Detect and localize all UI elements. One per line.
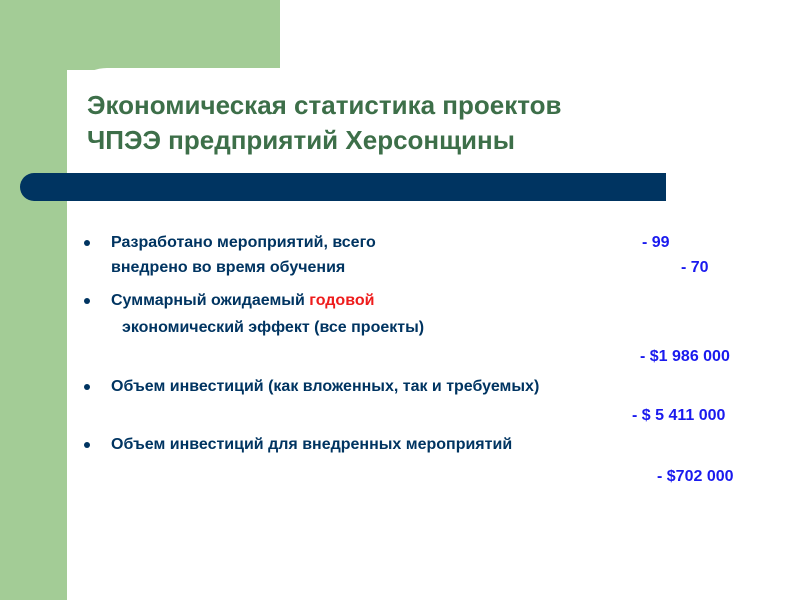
item-4-value: - $702 000 <box>657 468 734 485</box>
bullet-icon <box>84 240 90 246</box>
item-1-sub-value: - 70 <box>681 259 709 276</box>
title-divider-bar <box>20 173 666 201</box>
item-4-label: Объем инвестиций для внедренных мероприятий <box>111 436 513 453</box>
green-top-panel <box>0 0 280 70</box>
green-sidebar-panel <box>0 0 67 600</box>
bullet-icon <box>84 298 90 304</box>
item-1-sub-label: внедрено во время обучения <box>111 259 346 276</box>
item-2-label-line-2: экономический эффект (все проекты) <box>122 319 425 336</box>
slide-title <box>87 88 737 158</box>
bullet-icon <box>84 384 90 390</box>
title-line-1: Экономическая статистика проектов <box>87 90 562 120</box>
item-3-value: - $ 5 411 000 <box>632 407 726 424</box>
item-2-highlight: годовой <box>309 292 375 309</box>
item-3-label: Объем инвестиций (как вложенных, так и требуемых) <box>111 378 540 395</box>
item-2-label-text: Суммарный ожидаемый <box>111 292 310 309</box>
item-2-value: - $1 986 000 <box>640 348 730 365</box>
item-2-label-line-1 <box>111 291 374 311</box>
title-line-2: ЧПЭЭ предприятий Херсонщины <box>87 125 515 155</box>
item-1-value: - 99 <box>642 234 670 251</box>
item-1-label: Разработано мероприятий, всего <box>111 234 376 251</box>
bullet-icon <box>84 442 90 448</box>
